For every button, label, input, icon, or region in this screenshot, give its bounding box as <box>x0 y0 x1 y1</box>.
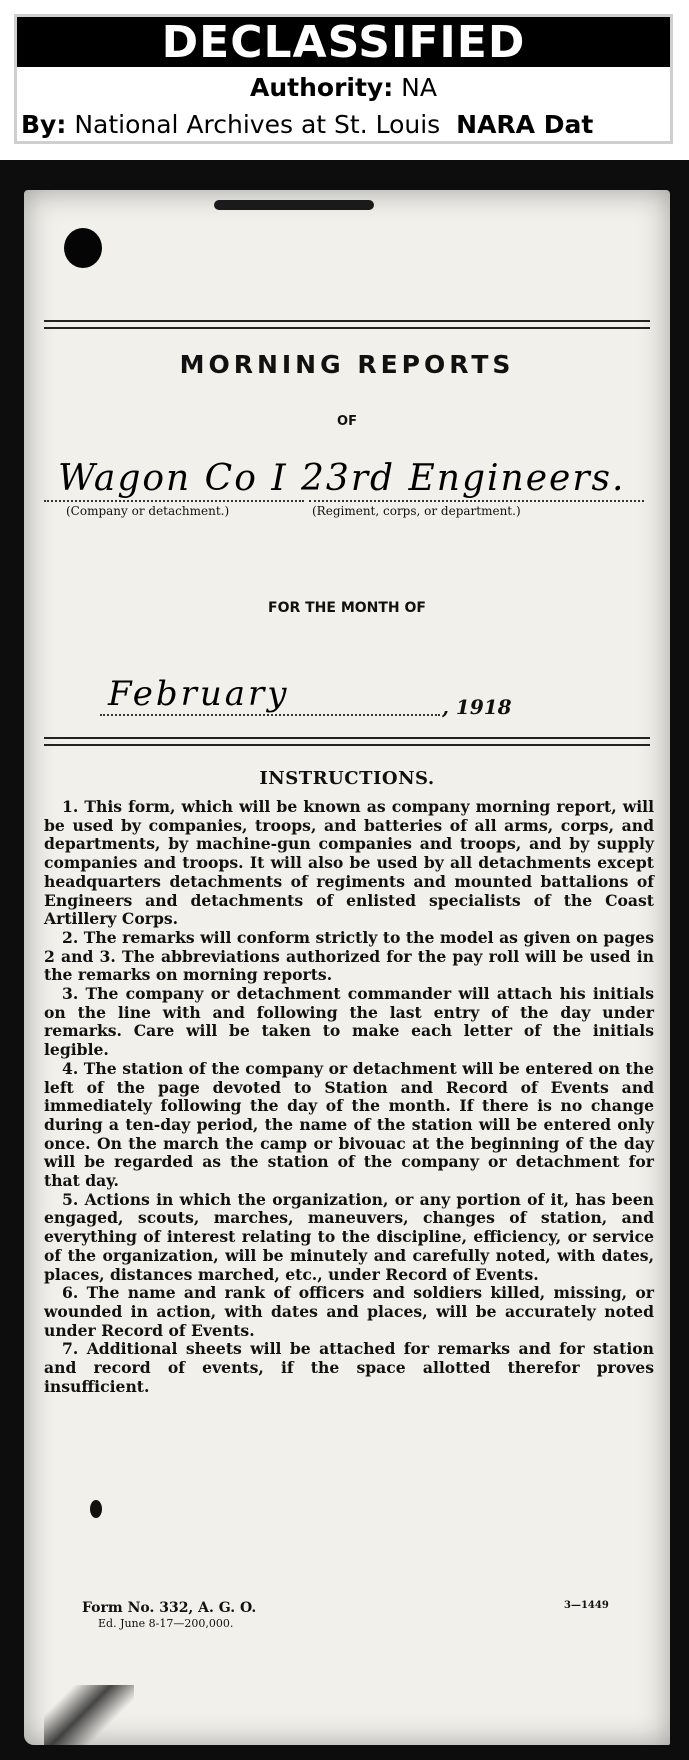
declassified-stamp <box>14 14 673 144</box>
authority-label: Authority: <box>250 73 394 102</box>
by-label: By: <box>21 110 67 139</box>
nara-date-label: NARA Dat <box>456 110 594 139</box>
company-caption: (Company or detachment.) <box>66 504 230 518</box>
year-label: , 1918 <box>442 695 512 719</box>
tape-strip <box>214 200 374 210</box>
month-dotted-line <box>100 714 440 716</box>
declassified-banner: DECLASSIFIED <box>17 17 670 67</box>
ink-spot <box>90 1500 102 1518</box>
instruction-5: 5. Actions in which the organization, or any portion of it, has been engaged, scouts, marches, maneuvers, changes of station, and everything of interest relating to the discipline, efficiency, or service of the organization, will be minutely and carefully noted, with dates, places, distances marched, etc., under Record of Events. <box>44 1189 654 1284</box>
punch-hole <box>64 228 102 268</box>
authority-line <box>17 73 670 102</box>
regiment-caption: (Regiment, corps, or department.) <box>312 504 521 518</box>
scanned-page <box>0 160 689 1760</box>
for-month-label: FOR THE MONTH OF <box>268 600 426 616</box>
month-handwritten: February <box>108 674 290 714</box>
instruction-7: 7. Additional sheets will be attached for remarks and for station and record of events, if the space allotted therefor proves insufficient. <box>44 1339 654 1396</box>
instruction-4: 4. The station of the company or detachment will be entered on the left of the page devoted to Station and Record of Events and immediately following the day of the month. If there is no change during a ten-day period, the name of the station will be entered only once. On the march the camp or bivouac at the beginning of the day will be regarded as the station of the company or detachment for that day. <box>44 1058 654 1191</box>
regiment-dotted-line <box>309 500 644 502</box>
morning-report-form <box>24 190 670 1745</box>
instruction-2: 2. The remarks will conform strictly to the model as given on pages 2 and 3. The abbreviations authorized for the pay roll will be used in the remarks on morning reports. <box>44 927 654 985</box>
form-title: MORNING REPORTS <box>179 350 515 379</box>
instruction-1: 1. This form, which will be known as company morning report, will be used by companies, troops, and batteries of all arms, corps, and departments, by machine-gun companies and troops, and by supply companies and troops. It will also be used by all detachments except headquarters detachments of regiments and mounted battalions of Engineers and detachments of enlisted specialists of the Coast Artillery Corps. <box>44 797 654 929</box>
form-edition: Ed. June 8-17—200,000. <box>98 1617 234 1630</box>
instruction-6: 6. The name and rank of officers and soldiers killed, missing, or wounded in action, with dates and places, will be accurately noted under Record of Events. <box>44 1283 654 1340</box>
company-dotted-line <box>44 500 304 502</box>
mid-double-rule <box>44 737 650 746</box>
form-number: Form No. 332, A. G. O. <box>82 1600 257 1616</box>
by-value: National Archives at St. Louis <box>74 110 441 139</box>
of-label: OF <box>337 414 357 429</box>
instructions-body <box>44 798 654 1397</box>
authority-value: NA <box>401 73 437 102</box>
company-handwritten: Wagon Co I 23rd Engineers. <box>58 458 626 499</box>
corner-smudge <box>44 1685 134 1745</box>
instructions-title: INSTRUCTIONS. <box>259 768 435 789</box>
by-line <box>21 110 670 139</box>
form-code: 3—1449 <box>564 1600 609 1611</box>
instruction-3: 3. The company or detachment commander will attach his initials on the line with and following the last entry of the day under remarks. Care will be taken to make each letter of the initials legible. <box>44 984 654 1060</box>
top-double-rule <box>44 320 650 329</box>
